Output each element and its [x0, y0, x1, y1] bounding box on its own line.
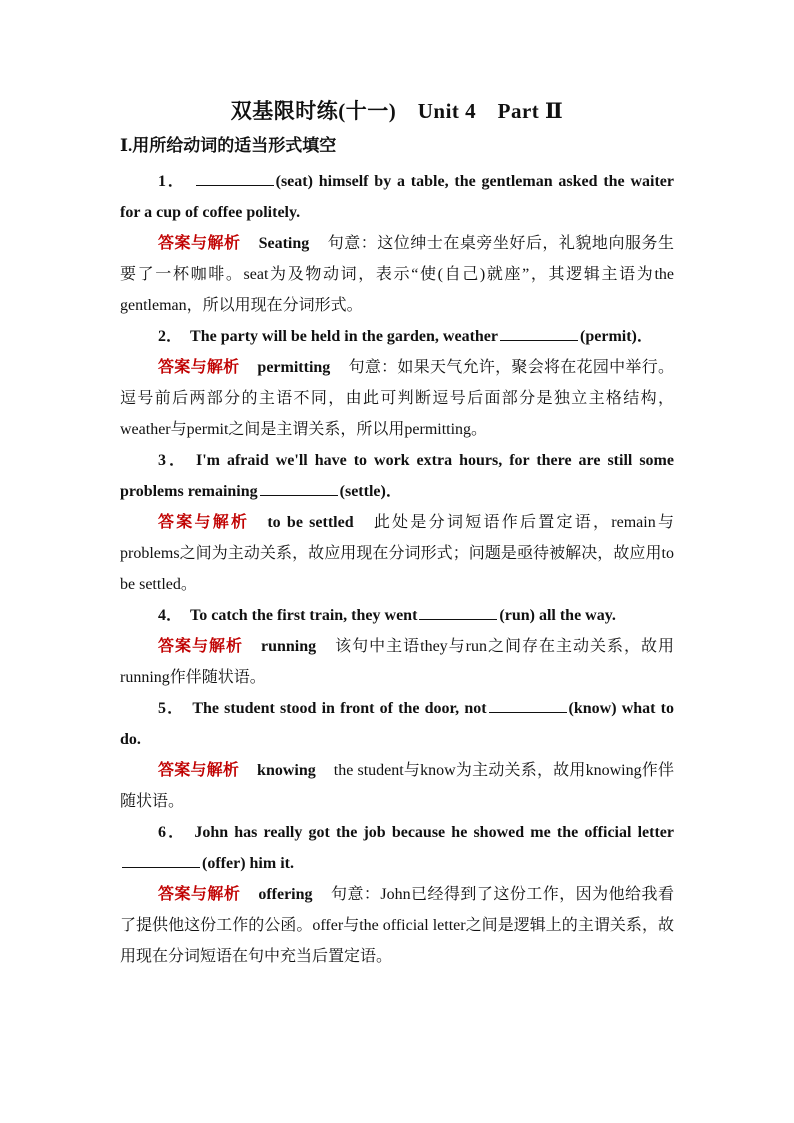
- question-text-after: (settle)．: [339, 483, 402, 500]
- question-number: 5．: [158, 700, 185, 717]
- answer-label: 答案与解析: [158, 886, 241, 903]
- question-text-after: (offer) him it.: [202, 855, 294, 872]
- answer-label: 答案与解析: [158, 762, 240, 779]
- answer-blank: [196, 169, 274, 186]
- question-text-before: The party will be held in the garden, weather: [190, 328, 499, 345]
- question-number: 1．: [158, 173, 186, 190]
- question-number: 4．: [158, 607, 183, 624]
- answer-explanation: 句意：如果天气允许，聚会将在花园中举行。逗号前后两部分的主语不同，由此可判断逗号后面部分是独立主格结构， weather与permit之间是主谓关系，所以用permitting。: [120, 359, 674, 438]
- answer-blank: [260, 479, 338, 496]
- question-5: [120, 693, 674, 755]
- answer-blank: [489, 696, 567, 713]
- content-area: [120, 96, 674, 972]
- question-text-after: (run) all the way.: [499, 607, 616, 624]
- answer-explanation: 句意：John已经得到了这份工作，因为他给我看了提供他这份工作的公函。offer与the official letter之间是逻辑上的主谓关系，故用现在分词短语在句中充当后置定语。: [120, 886, 674, 965]
- question-text-before: To catch the first train, they went: [190, 607, 418, 624]
- answer-explanation: 此处是分词短语作后置定语，remain与problems之间为主动关系，故应用现在分词形式；问题是亟待被解决，故应用to be settled。: [120, 514, 674, 593]
- question-4: [120, 600, 674, 631]
- answer-key: knowing: [257, 762, 316, 779]
- answer-explanation: the student与know为主动关系，故用knowing作伴随状语。: [120, 762, 674, 810]
- answer-5: [120, 755, 674, 817]
- section-heading: Ⅰ.用所给动词的适当形式填空: [120, 136, 337, 155]
- question-6: [120, 817, 674, 879]
- page-title: 双基限时练(十一) Unit 4 Part Ⅱ: [230, 99, 564, 123]
- question-number: 2．: [158, 328, 183, 345]
- question-number: 6．: [158, 824, 187, 841]
- answer-blank: [500, 324, 578, 341]
- question-text-before: John has really got the job because he showed me the official letter: [194, 824, 674, 841]
- answer-1: [120, 228, 674, 321]
- question-number: 3．: [158, 452, 188, 469]
- answer-4: [120, 631, 674, 693]
- answer-blank: [419, 603, 497, 620]
- answer-key: Seating: [258, 235, 310, 252]
- answer-2: [120, 352, 674, 445]
- question-text-after: (seat) himself by a table, the gentleman asked the waiter for a cup of coffee politely.: [120, 173, 674, 221]
- answer-label: 答案与解析: [158, 359, 240, 376]
- answer-key: offering: [258, 886, 313, 903]
- question-text-before: I'm afraid we'll have to work extra hours, for there are still some problems remaining: [120, 452, 674, 500]
- answer-explanation: 该句中主语they与run之间存在主动关系，故用running作伴随状语。: [120, 638, 674, 686]
- answer-label: 答案与解析: [158, 235, 241, 252]
- question-text-before: The student stood in front of the door, not: [192, 700, 487, 717]
- question-1: [120, 166, 674, 228]
- answer-blank: [122, 851, 200, 868]
- answer-key: running: [261, 638, 317, 655]
- answer-label: 答案与解析: [158, 638, 243, 655]
- answer-key: permitting: [257, 359, 331, 376]
- answer-6: [120, 879, 674, 972]
- answer-key: to be settled: [267, 514, 354, 531]
- question-text-after: (permit)．: [580, 328, 653, 345]
- answer-label: 答案与解析: [158, 514, 250, 531]
- answer-3: [120, 507, 674, 600]
- answer-explanation: 句意：这位绅士在桌旁坐好后，礼貌地向服务生要了一杯咖啡。seat为及物动词，表示“使(自己)就座”，其逻辑主语为the gentleman，所以用现在分词形式。: [120, 235, 674, 314]
- exercise-list: [120, 166, 674, 972]
- question-text-after: (know) what to do.: [120, 700, 674, 748]
- question-3: [120, 445, 674, 507]
- question-2: [120, 321, 674, 352]
